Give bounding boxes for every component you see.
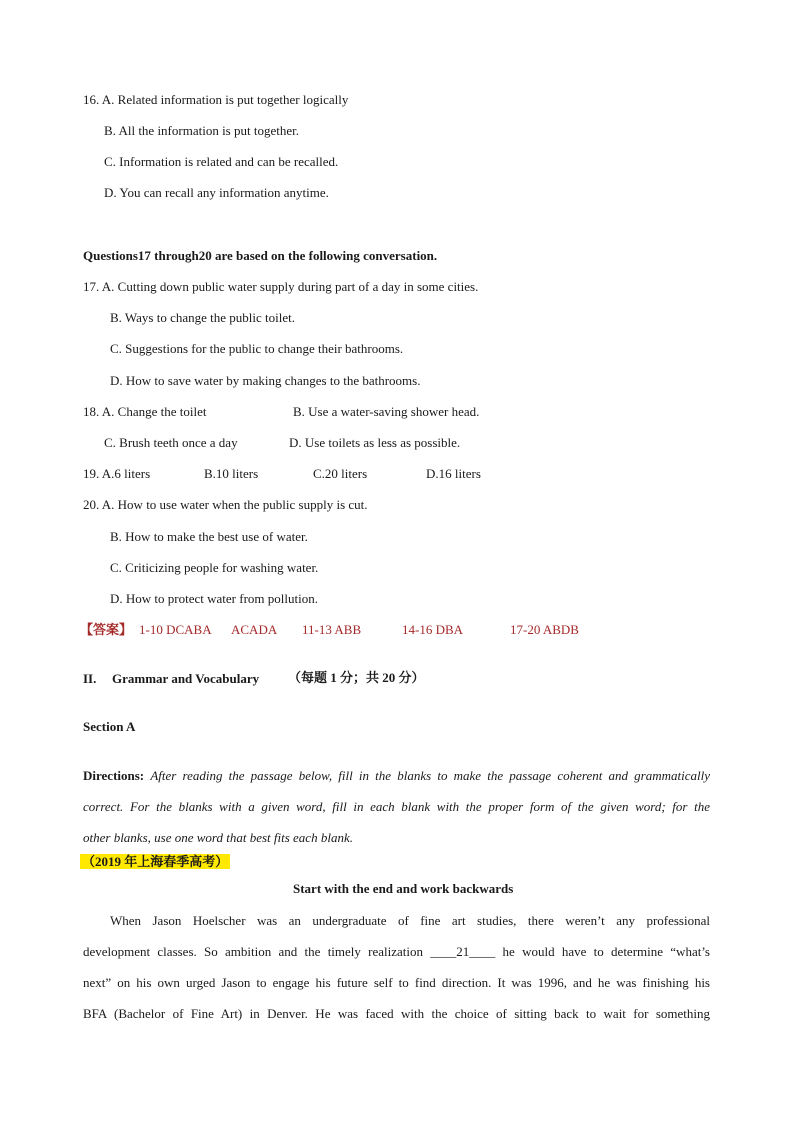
q19-option-a: 19. A.6 liters [83,466,151,481]
answer-11-13: 11-13 ABB [302,622,362,637]
q17-option-c: C. Suggestions for the public to change their bathrooms. [110,341,404,356]
directions-line-1 [83,768,710,784]
section-a-heading: Section A [83,719,136,734]
answer-label: 【答案】 [80,622,133,637]
passage-line-4: BFA (Bachelor of Fine Art) in Denver. He was faced with the choice of sitting back to wait for something [83,1006,710,1021]
q16-option-c: C. Information is related and can be recalled. [104,154,339,169]
part2-number: II. [83,671,97,686]
q20-option-b: B. How to make the best use of water. [110,529,308,544]
q19-option-c: C.20 liters [313,466,368,481]
q19-option-d: D.16 liters [426,466,481,481]
directions-line-2: correct. For the blanks with a given word, fill in each blank with the proper form of the given word; for the [83,799,710,814]
passage-line-1: When Jason Hoelscher was an undergraduate of fine art studies, there weren’t any professional [110,913,710,928]
q16-option-b: B. All the information is put together. [104,123,299,138]
passage-title: Start with the end and work backwards [293,881,514,896]
part2-scoring: （每题 1 分；共 20 分） [288,670,425,685]
q17-option-b: B. Ways to change the public toilet. [110,310,296,325]
answer-14-16: 14-16 DBA [402,622,464,637]
directions-line-3: other blanks, use one word that best fits each blank. [83,830,353,845]
source-tag-text: （2019 年上海春季高考） [82,854,229,869]
part2-title: Grammar and Vocabulary [112,671,260,686]
q18-option-d: D. Use toilets as less as possible. [289,435,461,450]
directions-label: Directions: [83,768,145,783]
q20-option-a: 20. A. How to use water when the public supply is cut. [83,497,368,512]
source-tag [80,854,230,870]
q20-option-c: C. Criticizing people for washing water. [110,560,319,575]
answer-6-10: ACADA [231,622,278,637]
q20-option-d: D. How to protect water from pollution. [110,591,318,606]
answer-17-20: 17-20 ABDB [510,622,579,637]
answer-1-10: 1-10 DCABA [139,622,212,637]
q16-option-d: D. You can recall any information anytime. [104,185,329,200]
q16-option-a: 16. A. Related information is put together logically [83,92,349,107]
q18-option-b: B. Use a water-saving shower head. [293,404,480,419]
passage-line-3: next” on his own urged Jason to engage his future self to find direction. It was 1996, and he was finishing his [83,975,710,990]
passage-line-2: development classes. So ambition and the timely realization ____21____ he would have to determine “what’s [83,944,710,959]
q17-option-d: D. How to save water by making changes to the bathrooms. [110,373,421,388]
directions-text-1: After reading the passage below, fill in the blanks to make the passage coherent and grammatically [150,768,711,783]
q18-option-a: 18. A. Change the toilet [83,404,207,419]
q17-option-a: 17. A. Cutting down public water supply during part of a day in some cities. [83,279,479,294]
q19-option-b: B.10 liters [204,466,259,481]
q18-option-c: C. Brush teeth once a day [104,435,238,450]
conversation-intro: Questions17 through20 are based on the following conversation. [83,248,438,263]
